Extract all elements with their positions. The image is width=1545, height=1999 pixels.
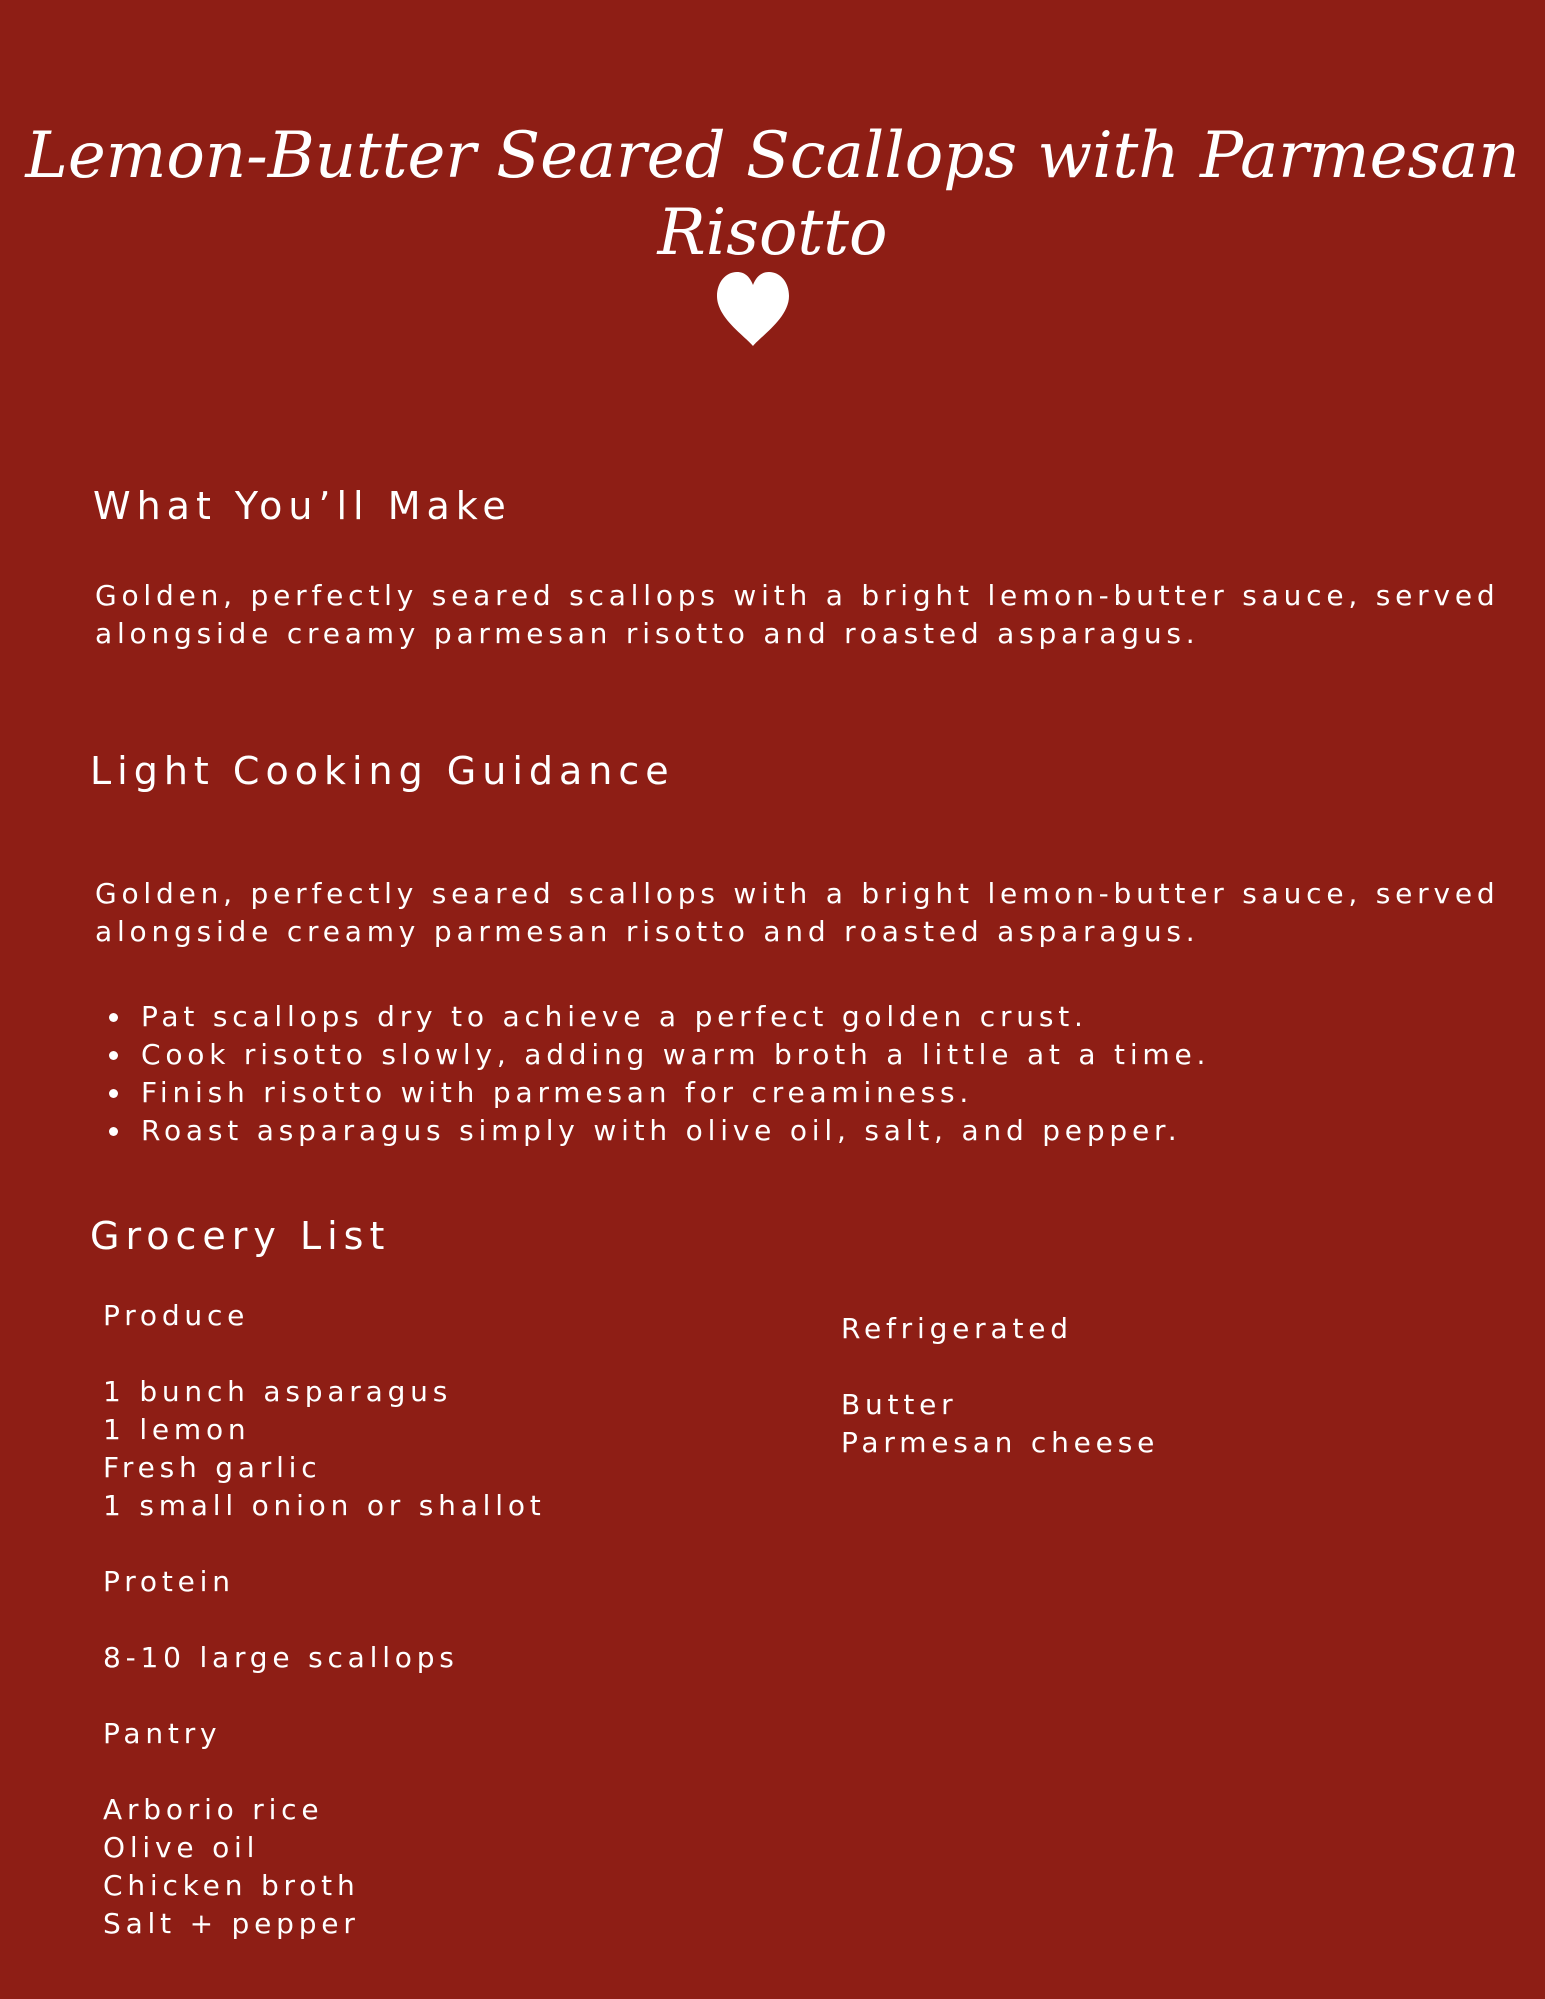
grocery-item: Arborio rice <box>103 1793 324 1826</box>
grocery-item: Butter <box>841 1388 958 1421</box>
what-youll-make-heading: What You’ll Make <box>93 484 512 528</box>
grocery-item: Chicken broth <box>103 1869 360 1902</box>
heart-icon <box>715 270 791 348</box>
grocery-column-right <box>841 1310 1159 1462</box>
tip-item <box>95 1112 1210 1150</box>
tip-text: Finish risotto with parmesan for creaminess. <box>141 1076 974 1109</box>
guidance-heading: Light Cooking Guidance <box>90 749 675 793</box>
tip-item <box>95 1074 1210 1112</box>
grocery-item: 1 lemon <box>103 1413 251 1446</box>
guidance-line-1: Golden, perfectly seared scallops with a bright lemon-butter sauce, served <box>95 877 1500 910</box>
bullet-icon <box>109 1127 118 1136</box>
recipe-title: Lemon-Butter Seared Scallops with Parmesan Risotto <box>25 119 1520 270</box>
grocery-item: Fresh garlic <box>103 1451 322 1484</box>
bullet-icon <box>109 1013 118 1022</box>
category-protein: Protein <box>103 1565 235 1598</box>
grocery-list-heading: Grocery List <box>90 1214 391 1258</box>
grocery-item: 1 small onion or shallot <box>103 1489 546 1522</box>
category-pantry: Pantry <box>103 1717 222 1750</box>
grocery-item: Parmesan cheese <box>841 1426 1160 1459</box>
cooking-tips-list <box>95 998 1210 1150</box>
bullet-icon <box>109 1089 118 1098</box>
grocery-item: 8-10 large scallops <box>103 1641 459 1674</box>
what-youll-make-line-1: Golden, perfectly seared scallops with a bright lemon-butter sauce, served <box>95 579 1500 612</box>
tip-text: Cook risotto slowly, adding warm broth a little at a time. <box>141 1038 1211 1071</box>
produce-list <box>103 1373 546 1525</box>
category-refrigerated: Refrigerated <box>841 1312 1073 1345</box>
refrigerated-list <box>841 1386 1159 1462</box>
guidance-line-2: alongside creamy parmesan risotto and roasted asparagus. <box>95 915 1200 948</box>
bullet-icon <box>109 1051 118 1060</box>
tip-item <box>95 1036 1210 1074</box>
what-youll-make-line-2: alongside creamy parmesan risotto and roasted asparagus. <box>95 617 1200 650</box>
pantry-list <box>103 1791 546 1943</box>
tip-item <box>95 998 1210 1036</box>
grocery-item: Salt + pepper <box>103 1907 360 1940</box>
tip-text: Pat scallops dry to achieve a perfect golden crust. <box>141 1000 1088 1033</box>
category-produce: Produce <box>103 1299 250 1332</box>
protein-list <box>103 1639 546 1677</box>
tip-text: Roast asparagus simply with olive oil, salt, and pepper. <box>141 1114 1182 1147</box>
grocery-item: Olive oil <box>103 1831 260 1864</box>
grocery-item: 1 bunch asparagus <box>103 1375 453 1408</box>
grocery-column-left <box>103 1297 546 1943</box>
